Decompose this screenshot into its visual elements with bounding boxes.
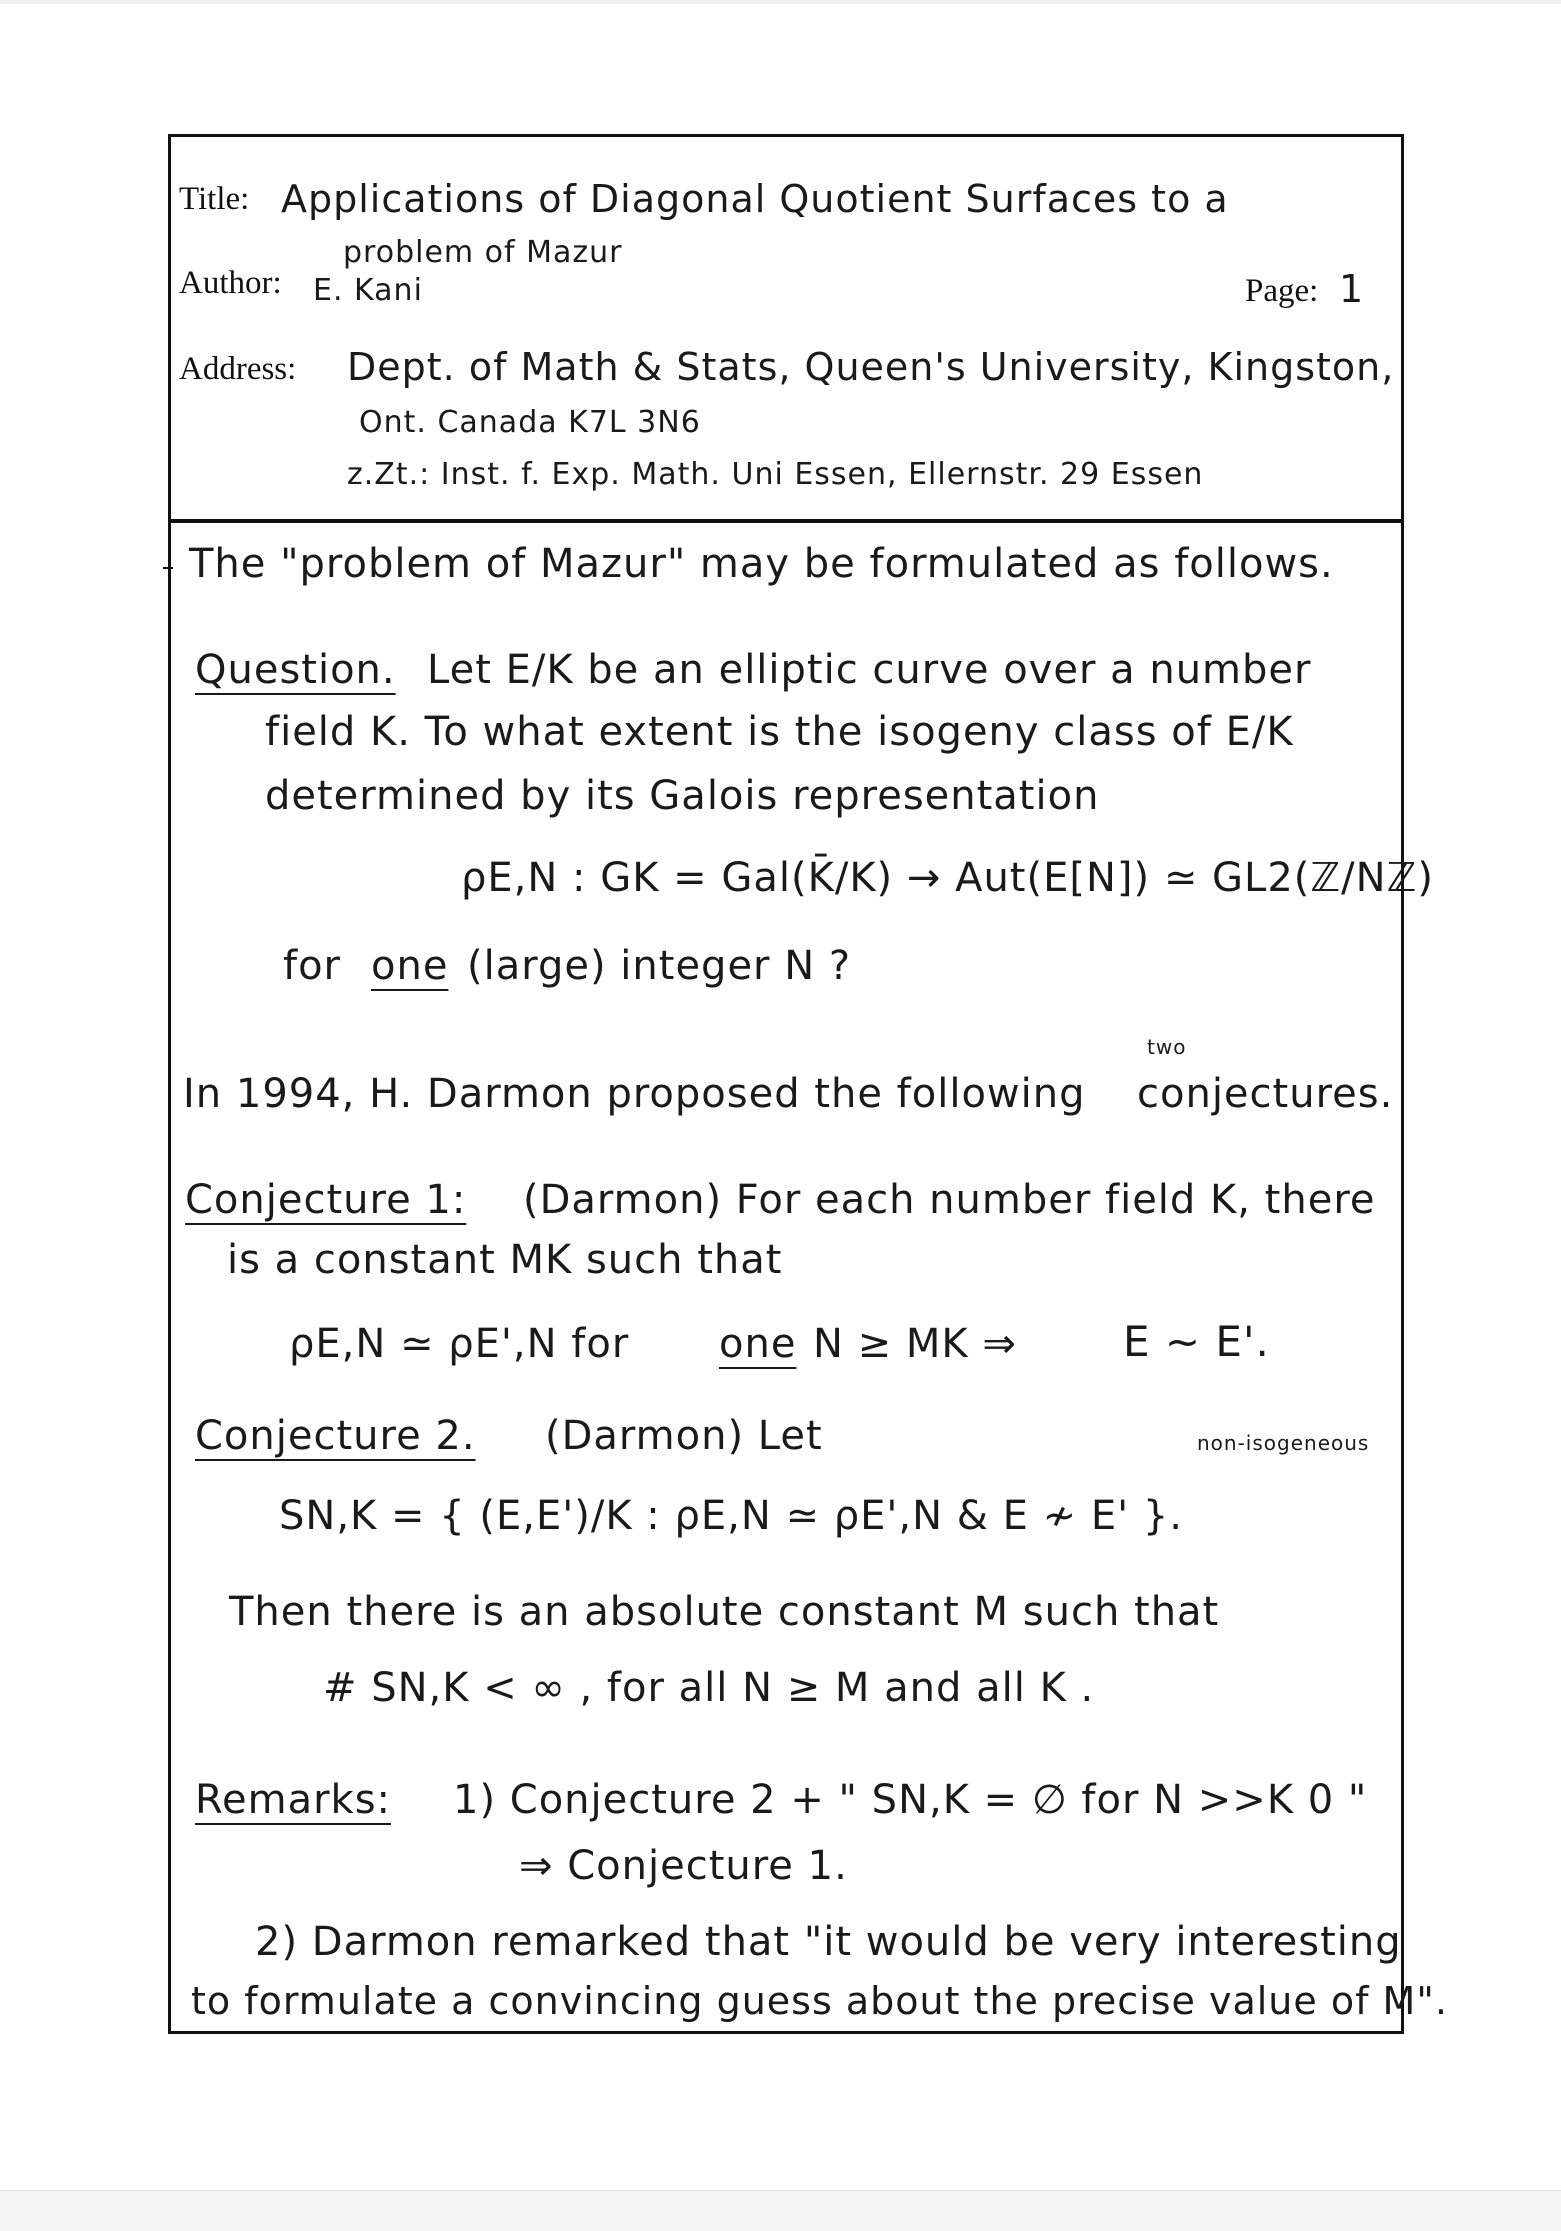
conjecture2-note: non-isogeneous bbox=[1197, 1431, 1370, 1455]
remark1-line1: 1) Conjecture 2 + " SN,K = ∅ for N >>K 0 " bbox=[453, 1777, 1368, 1823]
title-line1: Applications of Diagonal Quotient Surfaces to a bbox=[281, 177, 1229, 221]
remarks-label: Remarks: bbox=[195, 1777, 392, 1823]
conjecture1-formula-one: one bbox=[719, 1321, 797, 1367]
address-line3: z.Zt.: Inst. f. Exp. Math. Uni Essen, Ellernstr. 29 Essen bbox=[347, 457, 1204, 492]
conjecture2-line1: (Darmon) Let bbox=[545, 1413, 823, 1459]
title-label: Title: bbox=[179, 181, 250, 217]
header-box bbox=[171, 137, 1401, 523]
conjecture1-conclusion: E ~ E'. bbox=[1123, 1317, 1270, 1366]
intro-line: The "problem of Mazur" may be formulated as follows. bbox=[189, 541, 1334, 587]
question-line1: Let E/K be an elliptic curve over a number bbox=[427, 647, 1312, 693]
conjecture1-line1: (Darmon) For each number field K, there bbox=[523, 1177, 1376, 1223]
question-line4-one: one bbox=[371, 943, 449, 989]
page-label: Page: bbox=[1245, 273, 1319, 309]
remark2-line2: to formulate a convincing guess about the precise value of M". bbox=[191, 1979, 1448, 2023]
question-line2: field K. To what extent is the isogeny class of E/K bbox=[265, 709, 1294, 755]
conjecture1-formula-pre: ρE,N ≃ ρE',N for bbox=[289, 1321, 630, 1367]
address-line1: Dept. of Math & Stats, Queen's University, Kingston, bbox=[347, 345, 1395, 389]
question-line4-pre: for bbox=[283, 943, 341, 989]
remark1-line2: ⇒ Conjecture 1. bbox=[519, 1843, 848, 1889]
conjecture1-formula-post: N ≥ MK ⇒ bbox=[813, 1321, 1017, 1367]
conjecture1-label: Conjecture 1: bbox=[185, 1177, 467, 1223]
author-name: E. Kani bbox=[313, 273, 423, 308]
question-line4-post: (large) integer N ? bbox=[467, 943, 852, 989]
address-label: Address: bbox=[179, 351, 297, 387]
scan-top-edge bbox=[0, 0, 1561, 4]
question-line3: determined by its Galois representation bbox=[265, 773, 1100, 819]
darmon-insert: two bbox=[1147, 1035, 1187, 1059]
margin-dash bbox=[163, 567, 173, 569]
scan-bottom-edge bbox=[0, 2190, 1561, 2231]
conjecture2-label: Conjecture 2. bbox=[195, 1413, 476, 1459]
conjecture2-set: SN,K = { (E,E')/K : ρE,N ≃ ρE',N & E ≁ E' }. bbox=[279, 1493, 1183, 1539]
conjecture2-formula: # SN,K < ∞ , for all N ≥ M and all K . bbox=[323, 1665, 1095, 1711]
address-line2: Ont. Canada K7L 3N6 bbox=[359, 405, 701, 440]
title-line2: problem of Mazur bbox=[343, 235, 623, 270]
remark2-line1: 2) Darmon remarked that "it would be very interesting bbox=[255, 1919, 1402, 1965]
page-frame bbox=[168, 134, 1448, 2034]
question-formula: ρE,N : GK = Gal(K̄/K) → Aut(E[N]) ≃ GL2(ℤ/Nℤ) bbox=[461, 855, 1434, 901]
page-number: 1 bbox=[1339, 267, 1365, 311]
conjecture1-line2: is a constant MK such that bbox=[227, 1237, 783, 1283]
darmon-line-pre: In 1994, H. Darmon proposed the following bbox=[183, 1071, 1086, 1117]
darmon-line-post: conjectures. bbox=[1137, 1071, 1394, 1117]
question-label: Question. bbox=[195, 647, 396, 693]
author-label: Author: bbox=[179, 265, 282, 301]
conjecture2-line2: Then there is an absolute constant M such that bbox=[229, 1589, 1220, 1635]
